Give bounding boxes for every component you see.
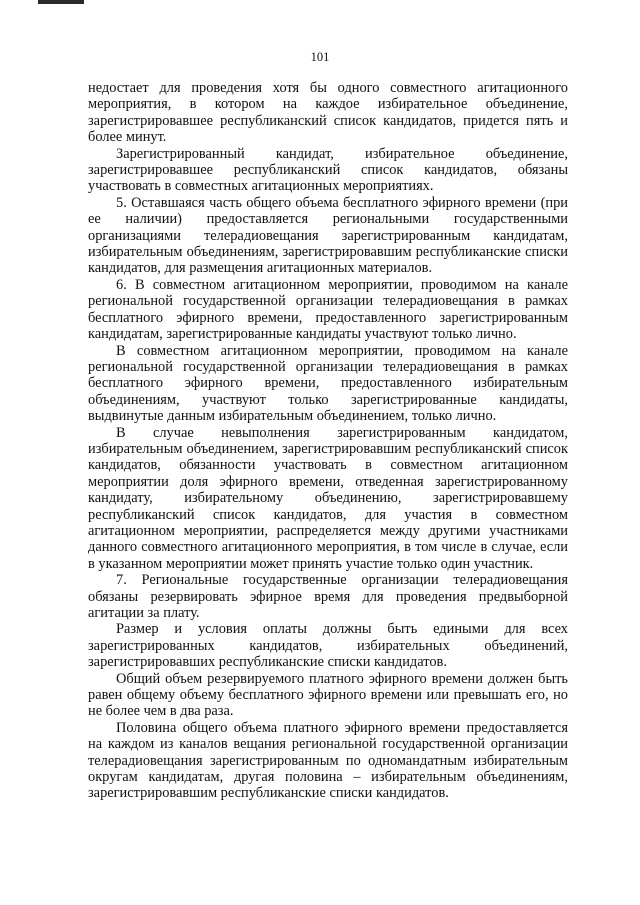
paragraph-payment-terms: Размер и условия оплаты должны быть едиными для всех зарегистрированных кандидатов, избирательных объединений, зарегистрировавших республиканские списки кандидатов. (88, 621, 568, 671)
paragraph-half-allocation: Половина общего объема платного эфирного времени предоставляется на каждом из каналов вещания региональной государственной организации телерадиовещания зарегистрированным по одномандатным избирательным округам кандидатам, другая половина – избирательным объединениям, зарегистрировавшим республиканские списки кандидатов. (88, 719, 568, 802)
paragraph-joint-participation: Зарегистрированный кандидат, избирательное объединение, зарегистрировавшее республиканский список кандидатов, обязаны участвовать в совместных агитационных мероприятиях. (88, 145, 568, 195)
paragraph-party-participation: В совместном агитационном мероприятии, проводимом на канале региональной государственной организации телерадиовещания в рамках бесплатного эфирного времени, предоставленного избирательным объединениям, участвуют только зарегистрированные кандидаты, выдвинутые данным избирательным объединением, только лично. (88, 342, 568, 425)
page-number: 101 (310, 50, 330, 64)
paragraph-item-5: 5. Оставшаяся часть общего объема бесплатного эфирного времени (при ее наличии) предоставляется региональными государственными организациями телерадиовещания зарегистрированным кандидатам, избирательным объединениям, зарегистрировавшим республиканские списки кандидатов, для размещения агитационных материалов. (88, 194, 568, 277)
paragraph-item-7: 7. Региональные государственные организации телерадиовещания обязаны резервировать эфирное время для проведения предвыборной агитации за плату. (88, 572, 568, 621)
paragraph-item-6: 6. В совместном агитационном мероприятии, проводимом на канале региональной государственной организации телерадиовещания в рамках бесплатного эфирного времени, предоставленного зарегистрированным кандидатам, зарегистрированные кандидаты участвуют только лично. (88, 276, 568, 343)
paragraph-continuation: недостает для проведения хотя бы одного совместного агитационного мероприятия, в котором на каждое избирательное объединение, зарегистрировавшее республиканский список кандидатов, придется пять и более минут. (88, 80, 568, 146)
paragraph-non-participation: В случае невыполнения зарегистрированным кандидатом, избирательным объединением, зарегистрировавшим республиканский список кандидатов, обязанности участвовать в совместном агитационном мероприятии доля эфирного времени, отведенная зарегистрированному кандидату, избирательному объединению, зарегистрировавшему республиканский список кандидатов, для участия в совместном агитационном мероприятии, распределяется между другими участниками данного совместного агитационного мероприятия, в том числе в случае, если в указанном мероприятии может принять участие только один участник. (88, 424, 568, 572)
paragraph-reserved-volume: Общий объем резервируемого платного эфирного времени должен быть равен общему объему бесплатного эфирного времени или превышать его, но не более чем в два раза. (88, 670, 568, 720)
scan-edge-mark (38, 0, 84, 4)
document-body (88, 80, 568, 802)
